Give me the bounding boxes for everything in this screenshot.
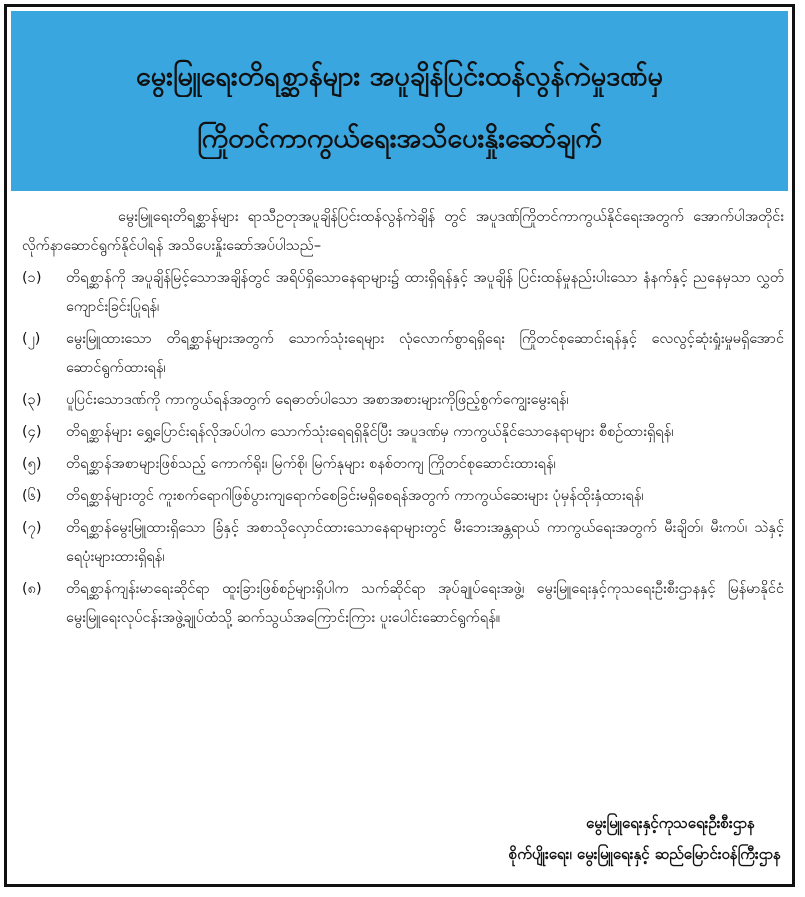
item-text: မွေးမြူထားသော တိရစ္ဆာန်များအတွက် သောက်သုံးရေများ လုံလောက်စွာရရှိရေး ကြိုတင်စုဆောင်းရန်နှင့် လေလွင့်ဆုံးရှုံးမှုမရှိအောင် ဆောင်ရွက်ထားရန်၊ (66, 331, 784, 376)
item-number: (၄) (22, 424, 42, 440)
item-number: (၂) (22, 331, 41, 347)
item-number: (၁) (22, 270, 42, 286)
list-item (22, 482, 784, 511)
list-item (22, 575, 784, 633)
item-text: တိရစ္ဆာန်မွေးမြူထားရှိသော ခြံနှင့် အစာသိုလှောင်ထားသောနေရာများတွင် မီးဘေးအန္တရာယ် ကာကွယ်ရေးအတွက် မီးချိတ်၊ မီးကပ်၊ သဲနှင့် ရေပုံးများထားရှိရန်၊ (66, 520, 784, 565)
signature-department: မွေးမြူရေးနှင့်ကုသရေးဦးစီးဌာန (586, 814, 755, 832)
item-text: တိရစ္ဆာန်များတွင် ကူးစက်ရောဂါဖြစ်ပွားကျရောက်စေခြင်းမရှိစေရန်အတွက် ကာကွယ်ဆေးများ ပုံမှန်ထိုးနှံထားရန်၊ (66, 488, 644, 504)
item-text: တိရစ္ဆာန်အစာများဖြစ်သည့် ကောက်ရိုး၊ မြက်စို၊ မြက်နုများ စနစ်တကျ ကြိုတင်စုဆောင်းထားရန်၊ (66, 456, 556, 472)
item-text: ပူပြင်းသောဒဏ်ကို ကာကွယ်ရန်အတွက် ရေဓာတ်ပါသော အစာအစားများကိုဖြည့်စွက်ကျွေးမွေးရန်၊ (66, 392, 569, 408)
signature-ministry: စိုက်ပျိုးရေး၊ မွေးမြူရေးနှင့် ဆည်မြောင်းဝန်ကြီးဌာန (508, 845, 781, 863)
item-text: တိရစ္ဆာန်များ ရွှေ့ပြောင်းရန်လိုအပ်ပါက သောက်သုံးရေရရှိနိုင်ပြီး အပူဒဏ်မှ ကာကွယ်နိုင်သောနေရာများ စီစဉ်ထားရှိရန်၊ (66, 424, 674, 440)
item-text: တိရစ္ဆာန်ကျန်းမာရေးဆိုင်ရာ ထူးခြားဖြစ်စဉ်များရှိပါက သက်ဆိုင်ရာ အုပ်ချုပ်ရေးအဖွဲ့၊ မွေးမြူရေးနှင့်ကုသရေးဦးစီးဌာနနှင့် မြန်မာနိုင်ငံ မွေးမြူရေးလုပ်ငန်းအဖွဲ့ချုပ်ထံသို့ ဆက်သွယ်အကြောင်းကြား ပူးပေါင်းဆောင်ရွက်ရန်။ (66, 581, 784, 626)
notice-body (22, 203, 784, 633)
item-text: တိရစ္ဆာန်ကို အပူချိန်မြင့်သောအချိန်တွင် အရိပ်ရှိသောနေရာများ၌ ထားရှိရန်နှင့် အပူချိန် ပြင်းထန်မှုနည်းပါးသော နံနက်နှင့် ညနေမှသာ လွှတ်ကျောင်းခြင်းပြုရန်၊ (66, 270, 784, 315)
title-line-1: မွေးမြူရေးတိရစ္ဆာန်များ အပူချိန်ပြင်းထန်လွန်ကဲမှုဒဏ်မှ (136, 61, 663, 92)
list-item (22, 264, 784, 322)
item-number: (၇) (22, 520, 42, 536)
item-number: (၈) (22, 581, 42, 597)
list-item (22, 325, 784, 383)
list-item (22, 514, 784, 572)
item-number: (၅) (22, 456, 42, 472)
list-item (22, 450, 784, 479)
item-number: (၃) (22, 392, 42, 408)
list-item (22, 418, 784, 447)
item-number: (၆) (22, 488, 42, 504)
list-item (22, 386, 784, 415)
intro-paragraph: မွေးမြူရေးတိရစ္ဆာန်များ ရာသီဥတုအပူချိန်ပြင်းထန်လွန်ကဲချိန် တွင် အပူဒဏ်ကြိုတင်ကာကွယ်နိုင်ရေးအတွက် အောက်ပါအတိုင်း လိုက်နာဆောင်ရွက်နိုင်ပါရန် အသိပေးနှိုးဆော်အပ်ပါသည်– (22, 209, 784, 254)
title-line-2: ကြိုတင်ကာကွယ်ရေးအသိပေးနှိုးဆော်ချက် (197, 123, 602, 154)
title-banner (11, 11, 788, 191)
